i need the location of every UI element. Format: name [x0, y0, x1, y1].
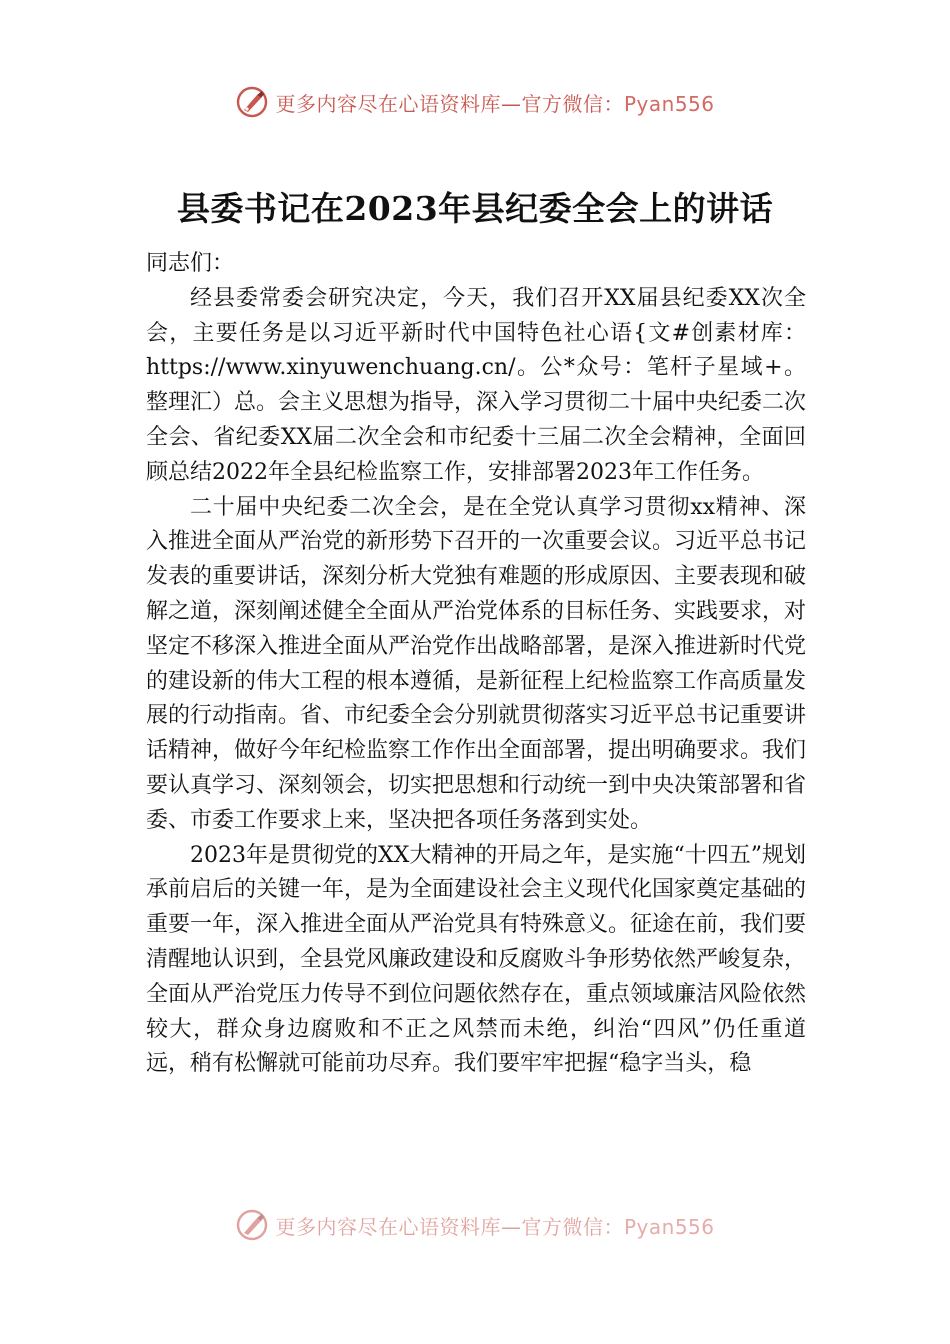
header-watermark	[0, 82, 950, 122]
watermark-wechat-id: Pyan556	[623, 1214, 715, 1239]
document-title: 县委书记在2023年县纪委全会上的讲话	[176, 189, 774, 228]
watermark-text	[275, 1211, 714, 1240]
paragraph-2: 二十届中央纪委二次全会，是在全党认真学习贯彻xx精神、深入推进全面从严治党的新形势下召开的一次重要会议。习近平总书记发表的重要讲话，深刻分析大党独有难题的形成原因、主要表现和破解之道，深刻阐述健全全面从严治党体系的目标任务、实践要求，对坚定不移深入推进全面从严治党作出战略部署，是深入推进新时代党的建设新的伟大工程的根本遵循，是新征程上纪检监察工作高质量发展的行动指南。省、市纪委全会分别就贯彻落实习近平总书记重要讲话精神，做好今年纪检监察工作作出全面部署，提出明确要求。我们要认真学习、深刻领会，切实把思想和行动统一到中央决策部署和省委、市委工作要求上来，坚决把各项任务落到实处。	[146, 494, 807, 833]
document-body	[146, 247, 806, 1082]
footer-watermark	[0, 1205, 950, 1245]
watermark-text	[275, 88, 714, 117]
paragraph-3: 2023年是贯彻党的XX大精神的开局之年，是实施“十四五”规划承前启后的关键一年，是为全面建设社会主义现代化国家奠定基础的重要一年，深入推进全面从严治党具有特殊意义。征途在前，我们要清醒地认识到，全县党风廉政建设和反腐败斗争形势依然严峻复杂，全面从严治党压力传导不到位问题依然存在，重点领域廉洁风险依然较大，群众身边腐败和不正之风禁而未绝，纠治“四风”仍任重道远，稍有松懈就可能前功尽弃。我们要牢牢把握“稳字当头，稳	[146, 842, 807, 1077]
document-body-viewport	[0, 247, 950, 1221]
watermark-label: 更多内容尽在心语资料库—官方微信：	[275, 1214, 624, 1239]
watermark-label: 更多内容尽在心语资料库—官方微信：	[275, 91, 624, 116]
watermark-wechat-id: Pyan556	[623, 91, 715, 116]
pen-nib-logo-icon	[235, 85, 269, 119]
salutation: 同志们：	[146, 251, 235, 276]
pen-nib-logo-icon	[235, 1208, 269, 1242]
paragraph-1: 经县委常委会研究决定，今天，我们召开XX届县纪委XX次全会，主要任务是以习近平新时代中国特色社心语{文#创素材库：https://www.xinyuwenchuang.cn/。公*众号：笔杆子星域+。整理汇）总。会主义思想为指导，深入学习贯彻二十届中央纪委二次全会、省纪委XX届二次全会和市纪委十三届二次全会精神，全面回顾总结2022年全县纪检监察工作，安排部署2023年工作任务。	[146, 285, 807, 485]
